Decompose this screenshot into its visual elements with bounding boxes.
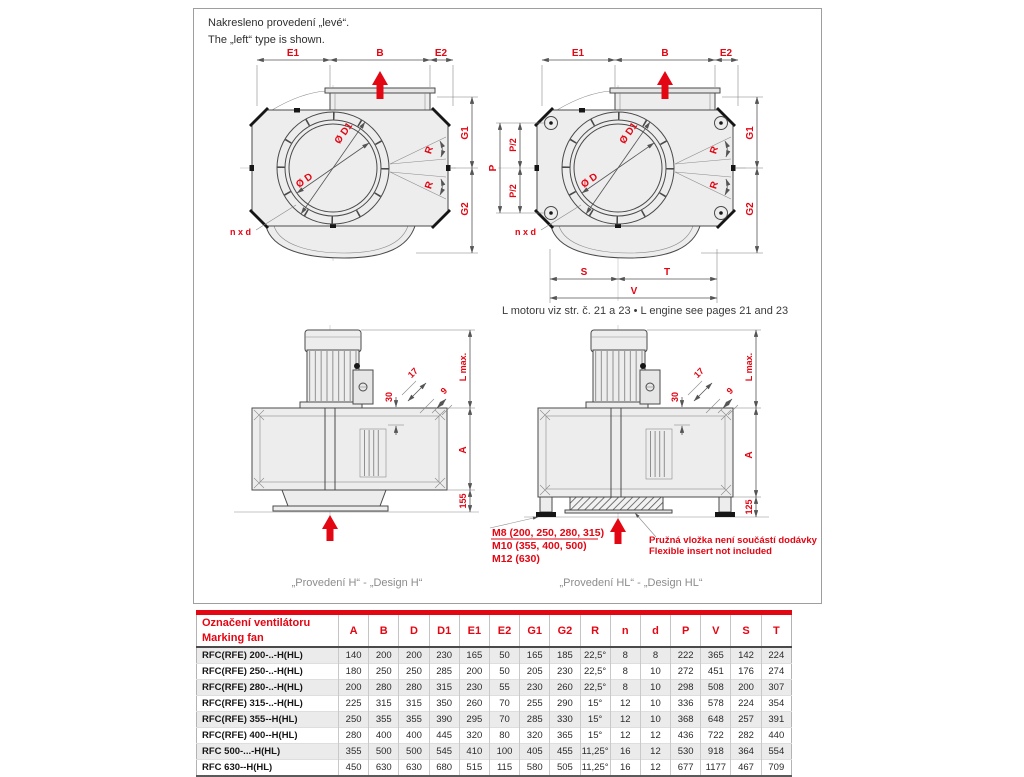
dim-r-lower-label-2: R — [708, 180, 721, 191]
value-cell: 200 — [369, 647, 399, 664]
value-cell: 295 — [459, 712, 489, 728]
value-cell: 368 — [671, 712, 701, 728]
value-cell: 230 — [459, 680, 489, 696]
front-view-drawing-2 — [488, 48, 788, 317]
value-cell: 505 — [550, 760, 580, 777]
value-cell: 709 — [761, 760, 791, 777]
dim-g2-label: G2 — [460, 202, 471, 216]
table-header-row — [197, 615, 792, 647]
value-cell: 315 — [369, 696, 399, 712]
col-header-e1: E1 — [459, 615, 489, 647]
value-cell: 355 — [399, 712, 429, 728]
table-row — [197, 696, 792, 712]
value-cell: 918 — [701, 744, 731, 760]
dim-r-upper-label-2: R — [708, 145, 721, 156]
value-cell: 8 — [640, 647, 670, 664]
value-cell: 12 — [640, 760, 670, 777]
dim-lmax-label-hl: L max. — [744, 352, 754, 382]
row-name-cell: RFC(RFE) 400--H(HL) — [197, 728, 339, 744]
motor-h — [300, 330, 373, 408]
value-cell: 330 — [550, 712, 580, 728]
value-cell: 630 — [369, 760, 399, 777]
table-row — [197, 744, 792, 760]
value-cell: 400 — [369, 728, 399, 744]
value-cell: 230 — [550, 664, 580, 680]
value-cell: 250 — [339, 712, 369, 728]
value-cell: 205 — [520, 664, 550, 680]
value-cell: 508 — [701, 680, 731, 696]
bolt-size-m12: M12 (630) — [492, 553, 540, 565]
row-name-cell: RFC(RFE) 200-..-H(HL) — [197, 647, 339, 664]
value-cell: 364 — [731, 744, 761, 760]
table-header-cz: Označení ventilátoru — [202, 617, 311, 630]
value-cell: 70 — [489, 712, 519, 728]
table-header-en: Marking fan — [202, 631, 264, 644]
bolt-size-callout — [490, 517, 604, 565]
front-view-drawing-1 — [230, 48, 478, 261]
dim-p2-upper-label: P/2 — [508, 138, 518, 152]
dim-30-label-h: 30 — [384, 391, 394, 403]
row-name-cell: RFC 500-...-H(HL) — [197, 744, 339, 760]
table-row — [197, 664, 792, 680]
value-cell: 224 — [731, 696, 761, 712]
value-cell: 365 — [701, 647, 731, 664]
value-cell: 200 — [399, 647, 429, 664]
value-cell: 455 — [550, 744, 580, 760]
dim-nxd-label: n x d — [230, 227, 252, 237]
value-cell: 336 — [671, 696, 701, 712]
dim-r-upper-label: R — [423, 145, 436, 156]
row-name-cell: RFC 630--H(HL) — [197, 760, 339, 777]
value-cell: 355 — [369, 712, 399, 728]
value-cell: 298 — [671, 680, 701, 696]
flexible-insert-callout — [635, 513, 818, 557]
value-cell: 10 — [640, 680, 670, 696]
dim-30-label-hl: 30 — [670, 391, 680, 403]
col-header-t: T — [761, 615, 791, 647]
value-cell: 250 — [399, 664, 429, 680]
value-cell: 15° — [580, 696, 610, 712]
drawing-panel — [193, 8, 822, 604]
motor-hl — [586, 330, 660, 408]
dim-9-label-h: 9 — [438, 385, 450, 397]
note-line-en: The „left“ type is shown. — [208, 33, 325, 46]
row-name-cell: RFC(RFE) 280-..-H(HL) — [197, 680, 339, 696]
value-cell: 467 — [731, 760, 761, 777]
value-cell: 290 — [550, 696, 580, 712]
value-cell: 10 — [640, 664, 670, 680]
col-header-v: V — [701, 615, 731, 647]
inlet-flange-h — [273, 490, 388, 511]
housing-h — [252, 408, 447, 490]
value-cell: 350 — [429, 696, 459, 712]
value-cell: 12 — [640, 744, 670, 760]
dim-b-label-2: B — [661, 48, 669, 59]
value-cell: 315 — [429, 680, 459, 696]
dim-s-label: S — [580, 267, 588, 278]
dim-a-label-h: A — [458, 446, 469, 454]
dim-p-label: P — [488, 164, 499, 172]
flexible-insert — [565, 497, 672, 513]
value-cell: 10 — [640, 696, 670, 712]
value-cell: 165 — [520, 647, 550, 664]
value-cell: 100 — [489, 744, 519, 760]
dim-17-label-h: 17 — [405, 365, 420, 380]
table-row — [197, 712, 792, 728]
value-cell: 450 — [339, 760, 369, 777]
value-cell: 250 — [369, 664, 399, 680]
dim-g1-label-2: G1 — [745, 126, 756, 140]
flex-note-cz: Pružná vložka není součástí dodávky — [649, 535, 817, 546]
value-cell: 16 — [610, 744, 640, 760]
side-view-design-hl — [490, 325, 818, 565]
dim-r-lower-label: R — [423, 180, 436, 191]
value-cell: 180 — [339, 664, 369, 680]
bolt-size-m8: M8 (200, 250, 280, 315) — [492, 527, 605, 539]
value-cell: 260 — [550, 680, 580, 696]
value-cell: 307 — [761, 680, 791, 696]
value-cell: 405 — [520, 744, 550, 760]
col-header-a: A — [339, 615, 369, 647]
value-cell: 500 — [399, 744, 429, 760]
value-cell: 515 — [459, 760, 489, 777]
dim-p2-lower-label: P/2 — [508, 184, 518, 198]
value-cell: 410 — [459, 744, 489, 760]
value-cell: 722 — [701, 728, 731, 744]
value-cell: 320 — [459, 728, 489, 744]
row-name-cell: RFC(RFE) 315-..-H(HL) — [197, 696, 339, 712]
dim-d-label: Ø D — [294, 171, 316, 191]
side-view-design-h — [234, 325, 479, 541]
col-header-g1: G1 — [520, 615, 550, 647]
value-cell: 11,25° — [580, 760, 610, 777]
col-header-d: D — [399, 615, 429, 647]
caption-design-hl: „Provedení HL“ - „Design HL“ — [559, 577, 703, 589]
value-cell: 50 — [489, 664, 519, 680]
value-cell: 142 — [731, 647, 761, 664]
dim-155-label: 155 — [458, 493, 468, 509]
dim-e2-label-2: E2 — [719, 48, 733, 59]
value-cell: 315 — [399, 696, 429, 712]
value-cell: 225 — [339, 696, 369, 712]
value-cell: 200 — [731, 680, 761, 696]
value-cell: 451 — [701, 664, 731, 680]
value-cell: 391 — [761, 712, 791, 728]
value-cell: 12 — [640, 728, 670, 744]
value-cell: 280 — [399, 680, 429, 696]
value-cell: 545 — [429, 744, 459, 760]
value-cell: 530 — [671, 744, 701, 760]
note-line-cz: Nakresleno provedení „levé“. — [208, 17, 350, 29]
dim-t-label: T — [663, 267, 671, 278]
table-row — [197, 647, 792, 664]
value-cell: 354 — [761, 696, 791, 712]
value-cell: 500 — [369, 744, 399, 760]
value-cell: 12 — [610, 712, 640, 728]
dim-e1-label: E1 — [286, 48, 300, 59]
bolt-size-m10: M10 (355, 400, 500) — [492, 540, 587, 552]
value-cell: 440 — [761, 728, 791, 744]
dim-e2-label: E2 — [434, 48, 448, 59]
dim-d1-label-2: Ø D1 — [617, 120, 641, 147]
dim-lmax-label-h: L max. — [458, 352, 468, 382]
value-cell: 140 — [339, 647, 369, 664]
value-cell: 15° — [580, 712, 610, 728]
dim-d-label-2: Ø D — [579, 171, 601, 191]
col-header-e2: E2 — [489, 615, 519, 647]
col-header-d-small: d — [640, 615, 670, 647]
value-cell: 320 — [520, 728, 550, 744]
airflow-arrow-hl — [610, 518, 626, 544]
value-cell: 282 — [731, 728, 761, 744]
value-cell: 260 — [459, 696, 489, 712]
value-cell: 12 — [610, 728, 640, 744]
dim-125-label: 125 — [744, 499, 754, 515]
caption-design-h: „Provedení H“ - „Design H“ — [291, 577, 423, 589]
row-name-cell: RFC(RFE) 250-..-H(HL) — [197, 664, 339, 680]
technical-drawings — [194, 9, 819, 601]
col-header-b: B — [369, 615, 399, 647]
value-cell: 22,5° — [580, 680, 610, 696]
value-cell: 22,5° — [580, 664, 610, 680]
value-cell: 222 — [671, 647, 701, 664]
value-cell: 680 — [429, 760, 459, 777]
dim-d1-label: Ø D1 — [332, 120, 356, 147]
value-cell: 274 — [761, 664, 791, 680]
value-cell: 554 — [761, 744, 791, 760]
value-cell: 8 — [610, 664, 640, 680]
value-cell: 400 — [399, 728, 429, 744]
value-cell: 436 — [671, 728, 701, 744]
row-name-cell: RFC(RFE) 355--H(HL) — [197, 712, 339, 728]
value-cell: 70 — [489, 696, 519, 712]
value-cell: 230 — [520, 680, 550, 696]
value-cell: 677 — [671, 760, 701, 777]
value-cell: 230 — [429, 647, 459, 664]
dim-a-label-hl: A — [744, 451, 755, 459]
value-cell: 12 — [610, 696, 640, 712]
dim-9-label-hl: 9 — [724, 385, 736, 397]
value-cell: 280 — [339, 728, 369, 744]
value-cell: 1177 — [701, 760, 731, 777]
dim-b-label: B — [376, 48, 384, 59]
table-body — [197, 647, 792, 776]
engine-note: L motoru viz str. č. 21 a 23 • L engine see pages 21 and 23 — [502, 305, 789, 317]
value-cell: 8 — [610, 680, 640, 696]
value-cell: 224 — [761, 647, 791, 664]
dim-nxd-label-2: n x d — [515, 227, 537, 237]
value-cell: 15° — [580, 728, 610, 744]
value-cell: 200 — [459, 664, 489, 680]
dim-v-label: V — [630, 286, 638, 297]
value-cell: 257 — [731, 712, 761, 728]
dim-g2-label-2: G2 — [745, 202, 756, 216]
dim-g1-label: G1 — [460, 126, 471, 140]
col-header-p: P — [671, 615, 701, 647]
value-cell: 255 — [520, 696, 550, 712]
col-header-r: R — [580, 615, 610, 647]
value-cell: 285 — [520, 712, 550, 728]
value-cell: 50 — [489, 647, 519, 664]
value-cell: 176 — [731, 664, 761, 680]
flex-note-en: Flexible insert not included — [649, 546, 772, 557]
value-cell: 355 — [339, 744, 369, 760]
dimension-table — [196, 615, 792, 777]
value-cell: 16 — [610, 760, 640, 777]
value-cell: 8 — [610, 647, 640, 664]
spec-table — [196, 610, 792, 777]
value-cell: 80 — [489, 728, 519, 744]
value-cell: 165 — [459, 647, 489, 664]
col-header-s: S — [731, 615, 761, 647]
table-header-name — [197, 615, 339, 647]
col-header-n: n — [610, 615, 640, 647]
col-header-d1: D1 — [429, 615, 459, 647]
value-cell: 580 — [520, 760, 550, 777]
table-row — [197, 680, 792, 696]
dim-17-label-hl: 17 — [691, 365, 706, 380]
value-cell: 630 — [399, 760, 429, 777]
value-cell: 648 — [701, 712, 731, 728]
value-cell: 280 — [369, 680, 399, 696]
dim-e1-label-2: E1 — [571, 48, 585, 59]
value-cell: 11,25° — [580, 744, 610, 760]
value-cell: 578 — [701, 696, 731, 712]
value-cell: 445 — [429, 728, 459, 744]
value-cell: 200 — [339, 680, 369, 696]
value-cell: 10 — [640, 712, 670, 728]
table-row — [197, 728, 792, 744]
value-cell: 285 — [429, 664, 459, 680]
airflow-arrow-h — [322, 515, 338, 541]
col-header-g2: G2 — [550, 615, 580, 647]
value-cell: 55 — [489, 680, 519, 696]
housing-hl — [538, 408, 733, 497]
value-cell: 390 — [429, 712, 459, 728]
value-cell: 365 — [550, 728, 580, 744]
value-cell: 22,5° — [580, 647, 610, 664]
value-cell: 185 — [550, 647, 580, 664]
value-cell: 272 — [671, 664, 701, 680]
value-cell: 115 — [489, 760, 519, 777]
